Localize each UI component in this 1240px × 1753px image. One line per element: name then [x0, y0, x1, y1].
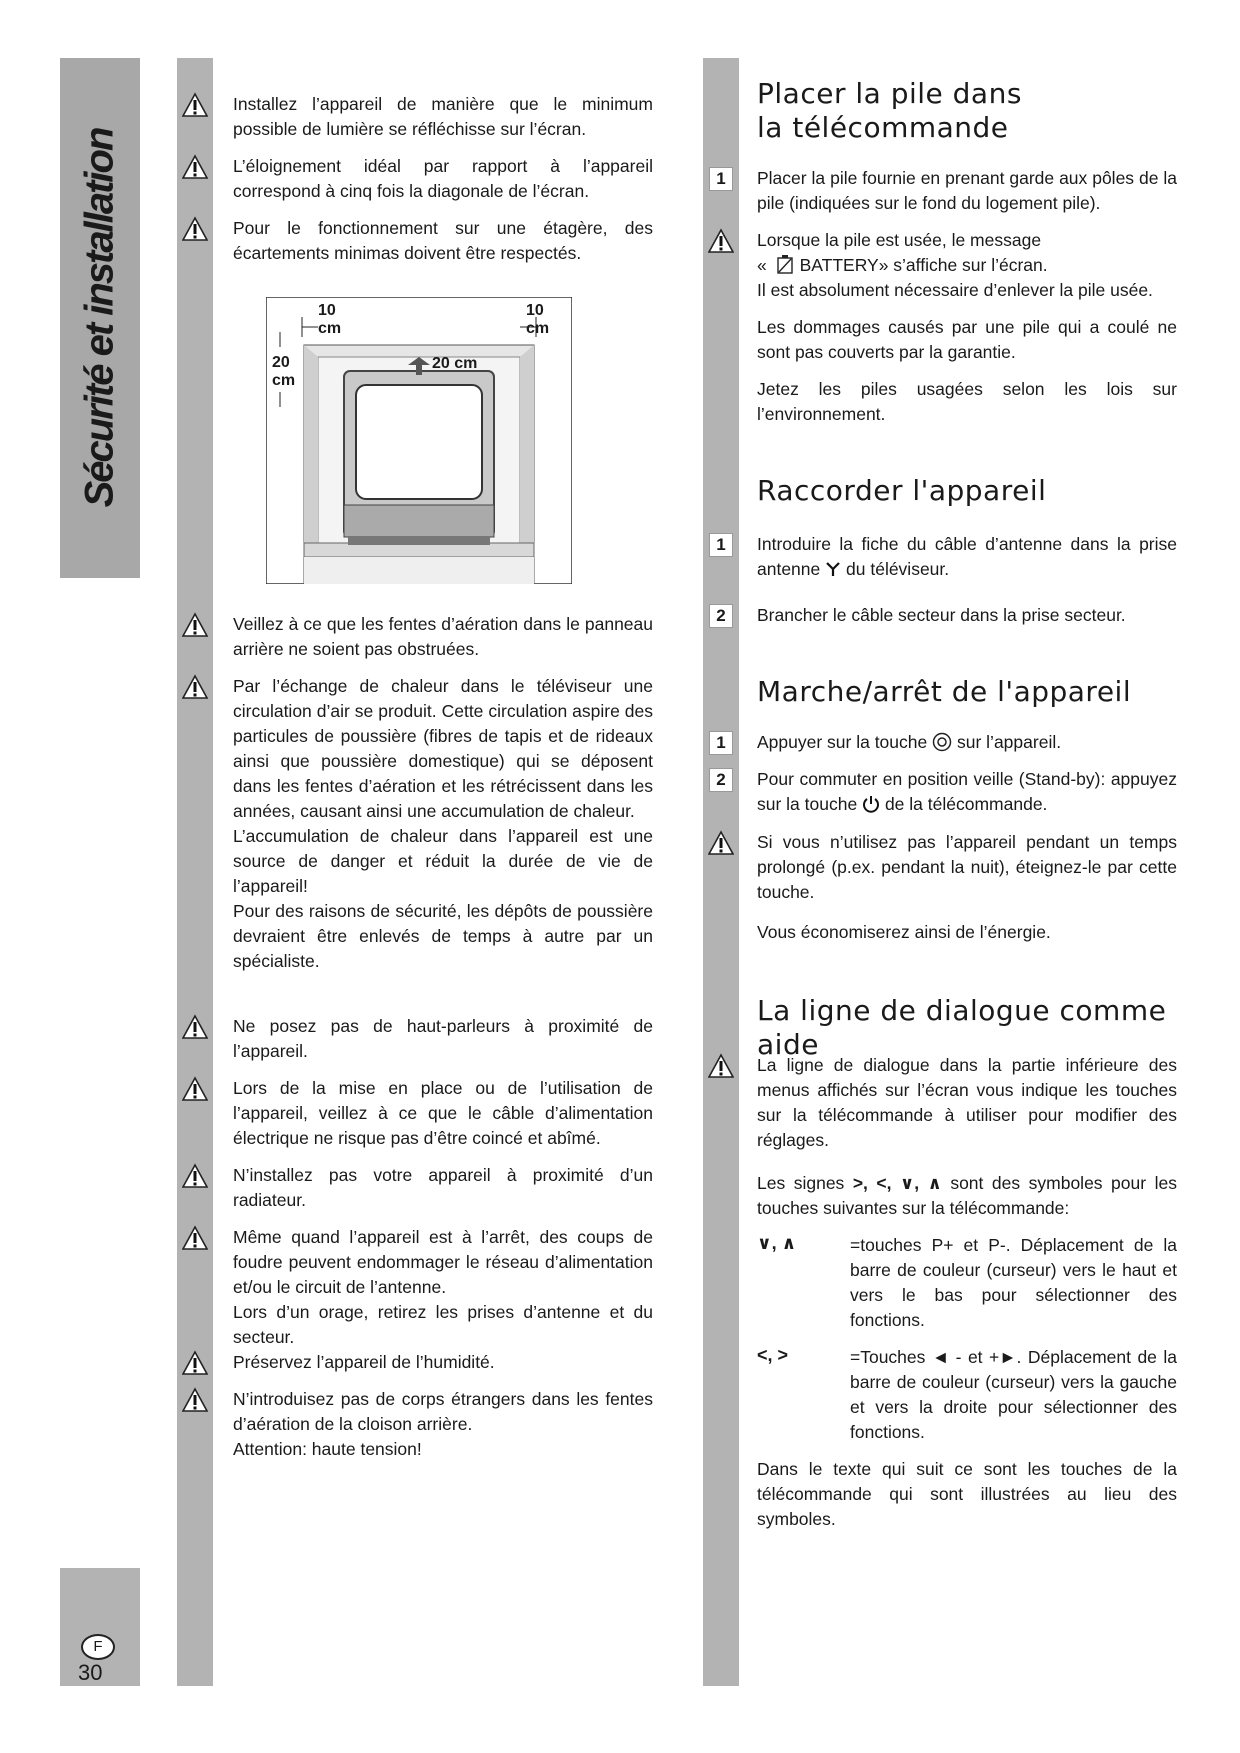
paragraph: Installez l’appareil de manière que le minimum possible de lumière se réfléchisse sur l’écran. [233, 94, 653, 139]
left-margin-bar [177, 58, 213, 1686]
paragraph: Vous économiserez ainsi de l’énergie. [757, 922, 1051, 942]
antenna-icon [825, 561, 841, 577]
paragraph: Les dommages causés par une pile qui a coulé ne sont pas couverts par la garantie. [757, 317, 1177, 362]
nav-symbols: >, <, ∨, ∧ [852, 1173, 942, 1193]
right-margin-bar [703, 58, 739, 1686]
diagram-unit: cm [272, 372, 296, 389]
paragraph [757, 1171, 1177, 1221]
paragraph-part: N’introduisez pas de corps étrangers dans les fentes d’aération de la cloison arrière. [233, 1389, 653, 1434]
warning-icon [182, 216, 208, 242]
warning-icon [708, 228, 734, 254]
section-heading: Marche/arrêt de l'appareil [757, 675, 1132, 708]
paragraph [757, 730, 1177, 755]
up-down-symbols: ∨, ∧ [757, 1233, 797, 1253]
diagram-unit: cm [526, 320, 550, 337]
paragraph: L’éloignement idéal par rapport à l’appareil correspond à cinq fois la diagonale de l’écran. [233, 156, 653, 201]
step-number: 2 [709, 768, 733, 792]
paragraph [757, 767, 1177, 817]
section-heading: La ligne de dialogue comme aide [757, 994, 1167, 1061]
section-heading: Raccorder l'appareil [757, 474, 1047, 507]
definition: =touches P+ et P-. Déplacement de la barre de couleur (curseur) vers le haut et vers le bas pour sélectionner des fonctions. [850, 1235, 1177, 1330]
step-number: 1 [709, 533, 733, 557]
warning-icon [182, 1014, 208, 1040]
text: Appuyer sur la touche [757, 732, 928, 752]
paragraph-part: Lors d’un orage, retirez les prises d’antenne et du secteur. [233, 1302, 653, 1347]
left-right-symbols: <, > [757, 1345, 789, 1365]
paragraph-part [757, 253, 1177, 278]
warning-icon [182, 92, 208, 118]
paragraph [757, 228, 1177, 303]
step-number: 1 [709, 731, 733, 755]
paragraph [233, 674, 653, 974]
warning-icon [182, 612, 208, 638]
warning-icon [708, 830, 734, 856]
step-number: 2 [709, 604, 733, 628]
text: BATTERY» s’affiche sur l’écran. [799, 255, 1048, 275]
paragraph: Brancher le câble secteur dans la prise secteur. [757, 605, 1126, 625]
diagram-value: 10 [318, 302, 336, 319]
language-badge: F [81, 1634, 115, 1660]
step-number: 1 [709, 167, 733, 191]
section-heading: Placer la pile dans la télécommande [757, 77, 1022, 144]
diagram-value: 20 [272, 354, 290, 371]
paragraph-part: Attention: haute tension! [233, 1439, 422, 1459]
warning-icon [182, 1163, 208, 1189]
definition: =Touches ◄ - et +►. Déplacement de la barre de couleur (curseur) vers la gauche et vers la droite pour sélectionner des fonctions. [850, 1347, 1177, 1442]
diagram-value: 10 [526, 302, 544, 319]
diagram-label: 20 cm [432, 355, 478, 372]
paragraph: Dans le texte qui suit ce sont les touches de la télécommande qui sont illustrées au lieu des symboles. [757, 1459, 1177, 1529]
paragraph-part: Par l’échange de chaleur dans le téléviseur une circulation d’air se produit. Cette circulation aspire des particules de poussière (fibres de tapis et de rideaux ainsi que poussière domestique) qui se déposent dans les fentes d’aération et les rétrécissent dans les années, causant ainsi une accumulation de chaleur. [233, 676, 653, 821]
diagram-unit: cm [318, 320, 342, 337]
paragraph: Préservez l’appareil de l’humidité. [233, 1352, 495, 1372]
warning-icon [182, 154, 208, 180]
diagram-label [272, 354, 295, 390]
page-number: 30 [78, 1660, 103, 1685]
paragraph: La ligne de dialogue dans la partie inférieure des menus affichés sur l’écran vous indique les touches sur la télécommande à utiliser pour modifier des réglages. [757, 1055, 1177, 1150]
shelf-clearance-diagram [266, 297, 572, 584]
text: sur l’appareil. [957, 732, 1062, 752]
paragraph-part: Même quand l’appareil est à l’arrêt, des coups de foudre peuvent endommager le réseau d’alimentation et/ou le circuit de l’antenne. [233, 1227, 653, 1297]
paragraph: N’installez pas votre appareil à proximité d’un radiateur. [233, 1165, 653, 1210]
paragraph: Lors de la mise en place ou de l’utilisation de l’appareil, veillez à ce que le câble d’alimentation électrique ne risque pas d’être coincé et abîmé. [233, 1078, 653, 1148]
warning-icon [182, 1350, 208, 1376]
text: sont des symboles pour les touches suivantes sur la télécommande: [757, 1173, 1177, 1218]
warning-icon [182, 674, 208, 700]
paragraph [233, 1225, 653, 1350]
text: Introduire la fiche du câble d’antenne dans la prise antenne [757, 534, 1177, 579]
device-power-icon [932, 732, 952, 752]
paragraph-part: L’accumulation de chaleur dans l’appareil est une source de danger et réduit la durée de vie de l’appareil! [233, 826, 653, 896]
paragraph-part: Lorsque la pile est usée, le message [757, 230, 1042, 250]
paragraph: Veillez à ce que les fentes d’aération dans le panneau arrière ne soient pas obstruées. [233, 614, 653, 659]
standby-icon [862, 795, 880, 813]
text: Pour commuter en position veille (Stand-by): appuyez sur la touche [757, 769, 1177, 814]
sidebar-gap [60, 578, 140, 1568]
diagram-label [318, 302, 341, 338]
text: Les signes [757, 1173, 845, 1193]
text: « [757, 255, 767, 275]
text: du téléviseur. [846, 559, 950, 579]
paragraph-part: Il est absolument nécessaire d’enlever la pile usée. [757, 280, 1153, 300]
section-tab [60, 58, 140, 578]
paragraph: Jetez les piles usagées selon les lois sur l’environnement. [757, 379, 1177, 424]
paragraph: Ne posez pas de haut-parleurs à proximité de l’appareil. [233, 1016, 653, 1061]
paragraph [233, 1387, 653, 1462]
paragraph [757, 532, 1177, 582]
diagram-label [526, 302, 549, 338]
warning-icon [182, 1225, 208, 1251]
page-number-box [60, 1568, 140, 1686]
text: de la télécommande. [884, 794, 1048, 814]
section-title: Sécurité et installation [77, 128, 122, 508]
paragraph-part: Pour des raisons de sécurité, les dépôts de poussière devraient être enlevés de temps à autre par un spécialiste. [233, 901, 653, 971]
warning-icon [182, 1387, 208, 1413]
warning-icon [708, 1053, 734, 1079]
paragraph: Si vous n’utilisez pas l’appareil pendant un temps prolongé (p.ex. pendant la nuit), éteignez-le par cette touche. [757, 832, 1177, 902]
warning-icon [182, 1076, 208, 1102]
paragraph: Pour le fonctionnement sur une étagère, des écartements minimas doivent être respectés. [233, 218, 653, 263]
paragraph: Placer la pile fournie en prenant garde aux pôles de la pile (indiquées sur le fond du logement pile). [757, 168, 1177, 213]
battery-low-icon [775, 254, 797, 274]
